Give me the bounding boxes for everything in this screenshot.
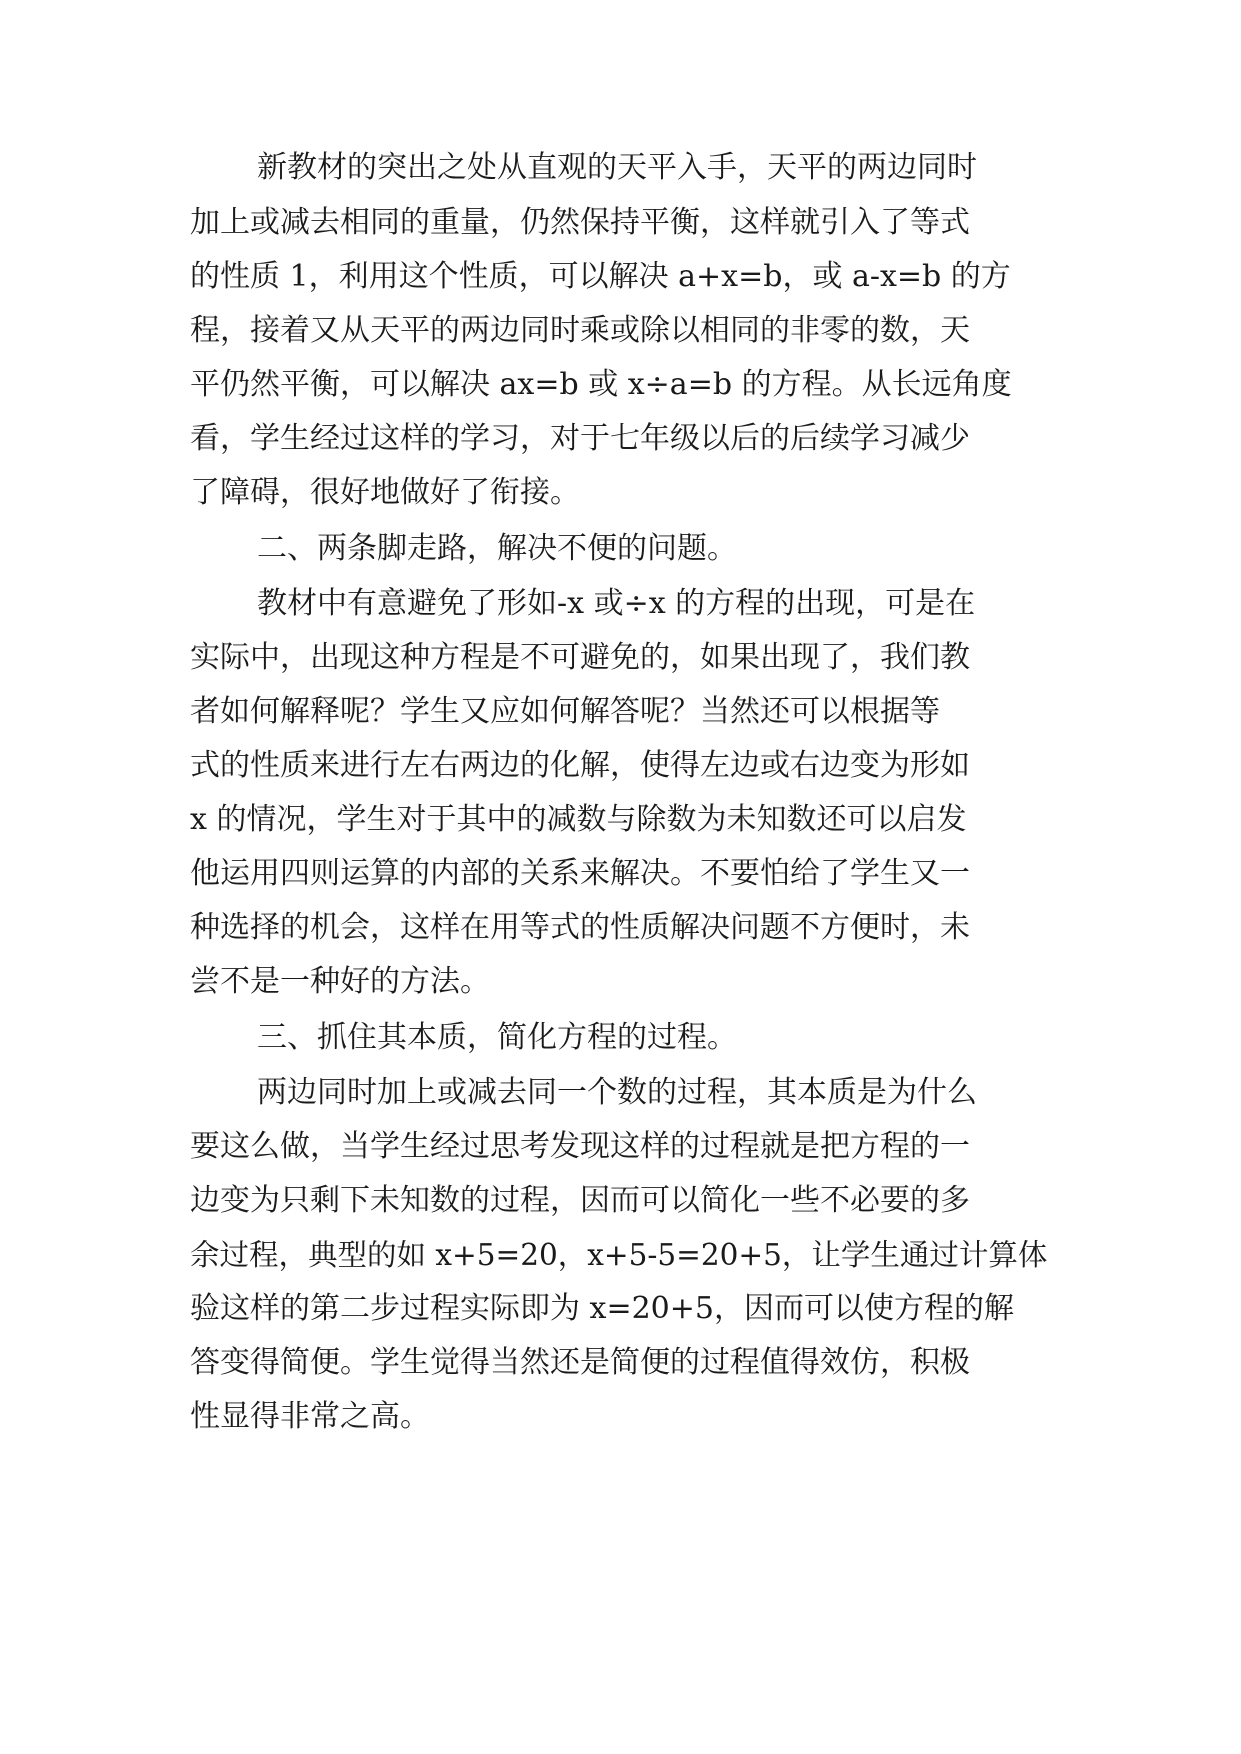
paragraph-1-line-7: 了障碍，很好地做好了衔接。	[190, 475, 580, 510]
paragraph-3-line-4: 余过程，典型的如 x+5=20，x+5-5=20+5，让学生通过计算体	[190, 1238, 1048, 1272]
section-heading-3: 三、抓住其本质，简化方程的过程。	[257, 1020, 737, 1055]
paragraph-1-line-2: 加上或减去相同的重量，仍然保持平衡，这样就引入了等式	[190, 205, 970, 240]
paragraph-1-line-4: 程，接着又从天平的两边同时乘或除以相同的非零的数，天	[190, 313, 970, 348]
paragraph-2-line-3: 者如何解释呢？学生又应如何解答呢？当然还可以根据等	[190, 694, 940, 729]
paragraph-2-line-7: 种选择的机会，这样在用等式的性质解决问题不方便时，未	[190, 910, 970, 945]
paragraph-3-line-3: 边变为只剩下未知数的过程，因而可以简化一些不必要的多	[190, 1183, 970, 1218]
paragraph-3-line-1: 两边同时加上或减去同一个数的过程，其本质是为什么	[257, 1075, 977, 1110]
paragraph-3-line-7: 性显得非常之高。	[190, 1399, 430, 1434]
section-heading-2: 二、两条脚走路，解决不便的问题。	[257, 531, 737, 566]
paragraph-2-line-2: 实际中，出现这种方程是不可避免的，如果出现了，我们教	[190, 640, 970, 675]
paragraph-2-line-1: 教材中有意避免了形如-x 或÷x 的方程的出现，可是在	[257, 586, 976, 621]
paragraph-2-line-6: 他运用四则运算的内部的关系来解决。不要怕给了学生又一	[190, 856, 970, 891]
paragraph-2-line-5: x 的情况，学生对于其中的减数与除数为未知数还可以启发	[190, 802, 967, 837]
paragraph-1-line-6: 看，学生经过这样的学习，对于七年级以后的后续学习减少	[190, 421, 970, 456]
paragraph-3-line-5: 验这样的第二步过程实际即为 x=20+5，因而可以使方程的解	[190, 1291, 1014, 1326]
paragraph-2-line-4: 式的性质来进行左右两边的化解，使得左边或右边变为形如	[190, 748, 970, 783]
paragraph-1-line-1: 新教材的突出之处从直观的天平入手，天平的两边同时	[257, 150, 977, 185]
paragraph-3-line-2: 要这么做，当学生经过思考发现这样的过程就是把方程的一	[190, 1129, 970, 1164]
paragraph-1-line-3: 的性质 1，利用这个性质，可以解决 a+x=b，或 a-x=b 的方	[190, 259, 1011, 294]
paragraph-2-line-8: 尝不是一种好的方法。	[190, 964, 490, 999]
paragraph-1-line-5: 平仍然平衡，可以解决 ax=b 或 x÷a=b 的方程。从长远角度	[190, 367, 1012, 402]
paragraph-3-line-6: 答变得简便。学生觉得当然还是简便的过程值得效仿，积极	[190, 1345, 970, 1380]
